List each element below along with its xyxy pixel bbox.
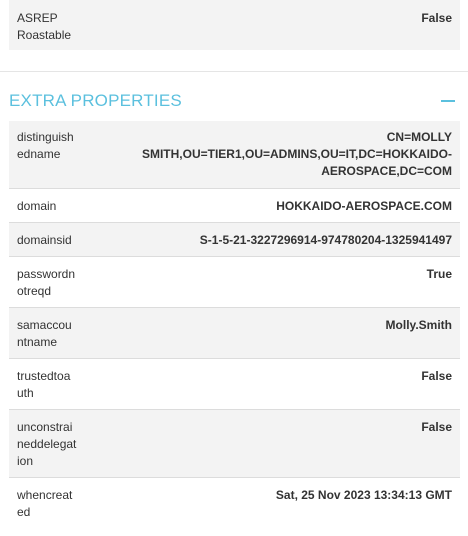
property-key: unconstraineddelegation bbox=[17, 420, 77, 468]
property-value: True bbox=[426, 267, 452, 281]
property-key: domainsid bbox=[17, 233, 72, 247]
property-value: CN=MOLLY SMITH,OU=TIER1,OU=ADMINS,OU=IT,DC=HOKKAIDO-AEROSPACE,DC=COM bbox=[141, 130, 452, 178]
table-row bbox=[9, 0, 460, 50]
table-row bbox=[9, 257, 460, 308]
property-key: domain bbox=[17, 199, 57, 213]
property-key: ASREP Roastable bbox=[17, 11, 72, 42]
property-value: HOKKAIDO-AEROSPACE.COM bbox=[276, 199, 452, 213]
section-title: EXTRA PROPERTIES bbox=[9, 91, 182, 110]
property-key: trustedtoauth bbox=[17, 369, 71, 400]
table-row bbox=[9, 359, 460, 410]
extra-properties-header[interactable] bbox=[9, 88, 460, 114]
table-row bbox=[9, 410, 460, 478]
table-row bbox=[9, 223, 460, 257]
node-properties-table bbox=[9, 0, 460, 50]
property-key: whencreated bbox=[17, 488, 73, 519]
table-row bbox=[9, 189, 460, 223]
table-row bbox=[9, 121, 460, 189]
extra-properties-table bbox=[9, 121, 460, 529]
property-value: Sat, 25 Nov 2023 13:34:13 GMT bbox=[275, 488, 452, 502]
property-value: S-1-5-21-3227296914-974780204-1325941497 bbox=[199, 233, 452, 247]
property-value: False bbox=[421, 369, 452, 383]
section-divider bbox=[0, 71, 468, 72]
table-row bbox=[9, 308, 460, 359]
property-key: samaccountname bbox=[17, 318, 72, 349]
property-value: False bbox=[421, 420, 452, 434]
property-value: False bbox=[421, 11, 452, 25]
property-key: distinguishedname bbox=[17, 130, 74, 161]
table-row bbox=[9, 478, 460, 529]
property-value: Molly.Smith bbox=[385, 318, 452, 332]
collapse-icon[interactable] bbox=[441, 100, 455, 102]
property-key: passwordnotreqd bbox=[17, 267, 76, 298]
